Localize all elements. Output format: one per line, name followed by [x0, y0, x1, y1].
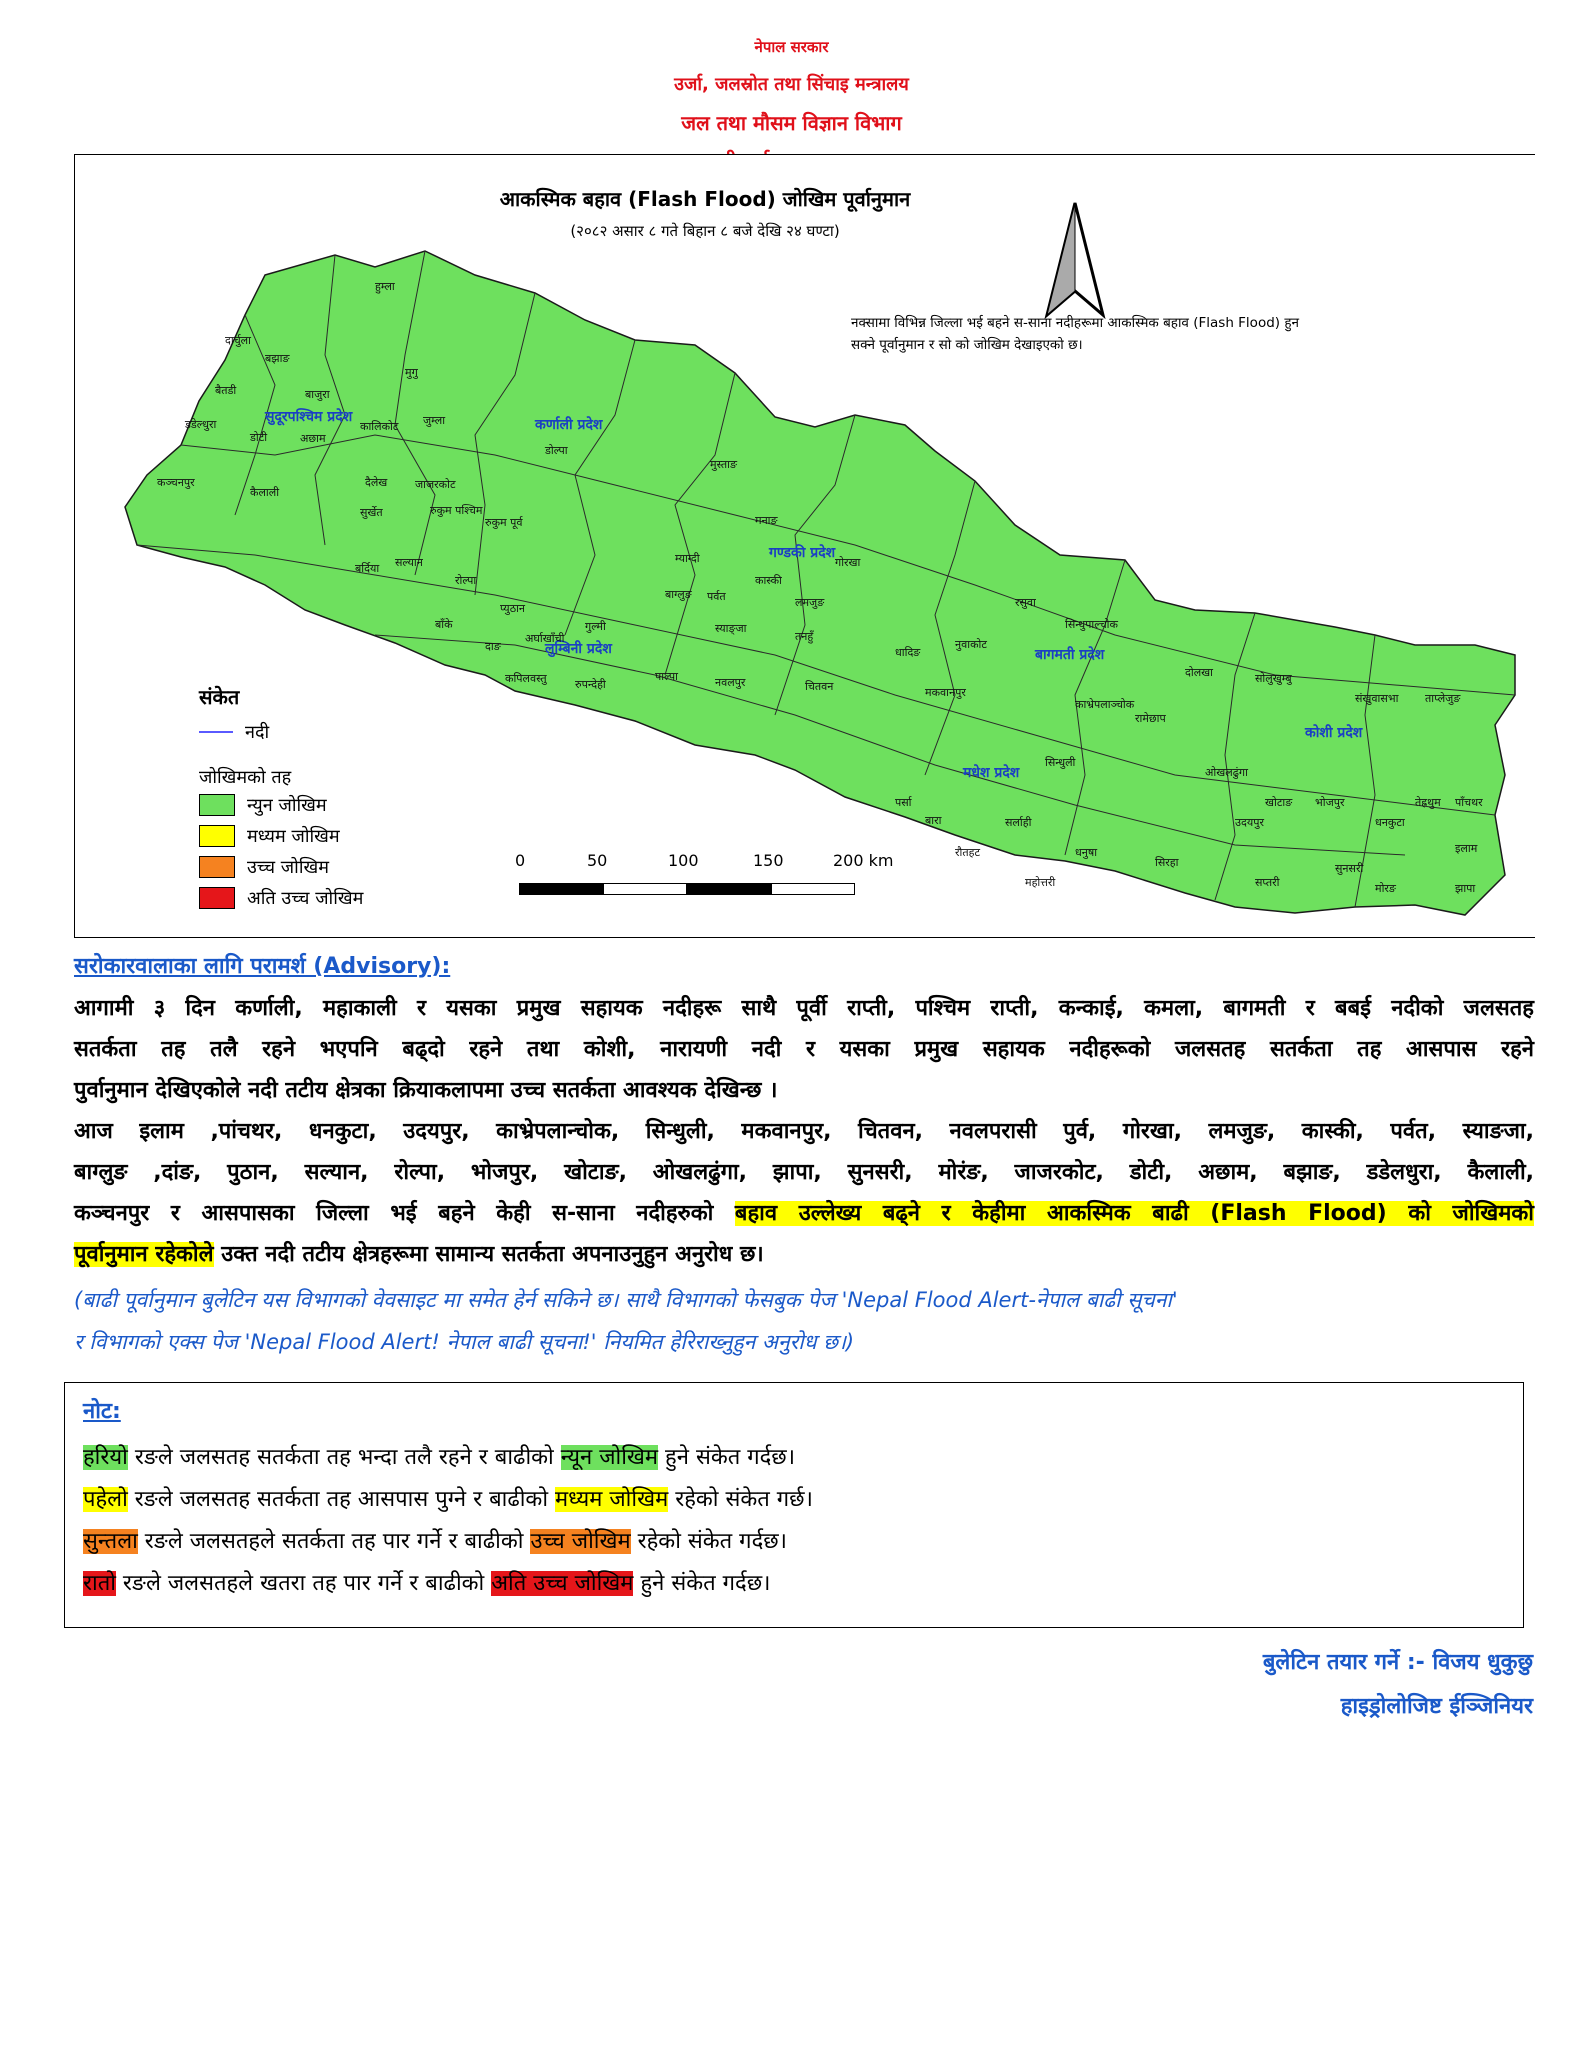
district-label: सप्तरी [1255, 876, 1280, 889]
legend-title: संकेत [199, 685, 240, 709]
district-label: खोटाङ [1265, 796, 1293, 809]
color-word: सुन्तला [83, 1529, 138, 1554]
note-box [64, 1382, 1524, 1628]
district-label: जुम्ला [423, 414, 446, 427]
district-label: बाजुरा [305, 388, 330, 401]
district-label: डोटी [250, 431, 268, 444]
note-text: रहेको संकेत गर्छ। [668, 1487, 813, 1512]
north-arrow-icon [1047, 203, 1103, 315]
legend-river-row [199, 716, 363, 747]
district-label: बारा [925, 814, 942, 827]
legend-item [199, 851, 363, 882]
district-label: सिन्धुपाल्चोक [1065, 618, 1118, 631]
advisory-line: सतर्कता तह तलै रहने भएपनि बढ्दो रहने तथा कोशी, नारायणी नदी र यसका प्रमुख सहायक नदीहरूको जलसतह सतर्कता तह आसपास रहने [74, 1037, 1534, 1062]
district-label: महोत्तरी [1025, 876, 1056, 889]
district-label: मनाङ [755, 514, 778, 527]
district-label: भोजपुर [1315, 796, 1345, 809]
district-label: बर्दिया [355, 562, 380, 575]
note-line [83, 1525, 787, 1555]
district-label: सिरहा [1155, 856, 1179, 869]
province-label: कोशी प्रदेश [1305, 725, 1363, 741]
district-label: संखुवासभा [1355, 692, 1399, 705]
advisory-highlight: पूर्वानुमान रहेकोले [74, 1242, 214, 1267]
note-text: रङले जलसतह सतर्कता तह भन्दा तलै रहने र बाढीको [127, 1445, 561, 1470]
note-title: नोट: [83, 1399, 121, 1424]
province-label: बागमती प्रदेश [1035, 647, 1105, 663]
district-label: बझाङ [265, 352, 290, 365]
district-label: प्युठान [500, 602, 526, 615]
advisory-line [74, 1234, 1534, 1275]
district-label: पाल्पा [655, 670, 678, 683]
color-word: रातो [83, 1571, 116, 1596]
district-label: सुनसरी [1335, 862, 1364, 875]
advisory-text: उक्त नदी तटीय क्षेत्रहरूमा सामान्य सतर्कता अपनाउनुहुन अनुरोध छ। [213, 1242, 764, 1267]
advisory-line: बाग्लुङ ,दांङ, पुठान, सल्यान, रोल्पा, भोजपुर, खोटाङ, ओखलढुंगा, झापा, सुनसरी, मोरंङ, जाजरकोट, डोटी, अछाम, बझाङ, डडेलधुरा, कैलाली, [74, 1160, 1534, 1185]
swatch-green-icon [199, 794, 235, 816]
district-label: बाँके [435, 618, 453, 631]
district-label: तेह्रथुम [1415, 796, 1441, 809]
district-label: पर्वत [707, 590, 726, 603]
district-label: तनहुँ [795, 630, 814, 643]
district-label: बैतडी [215, 384, 237, 397]
risk-label: न्यून जोखिम [560, 1445, 659, 1470]
district-label: गोरखा [835, 556, 861, 569]
note-line [83, 1483, 813, 1513]
district-label: कास्की [755, 574, 782, 587]
district-label: पाँचथर [1455, 796, 1483, 809]
district-label: हुम्ला [375, 280, 395, 293]
note-text: रङले जलसतह सतर्कता तह आसपास पुग्ने र बाढीको [127, 1487, 556, 1512]
header-line-2: उर्जा, जलस्रोत तथा सिंचाइ मन्त्रालय [674, 74, 909, 95]
legend-item-label: उच्च जोखिम [247, 856, 329, 878]
risk-label: उच्च जोखिम [530, 1529, 631, 1554]
district-label: लमजुङ [795, 596, 825, 609]
legend-item [199, 820, 363, 851]
header-line-3: जल तथा मौसम विज्ञान विभाग [681, 111, 902, 135]
scale-label: 200 km [833, 851, 894, 870]
river-line-icon [199, 731, 233, 733]
district-label: गुल्मी [585, 620, 606, 633]
district-label: पर्सा [895, 796, 912, 809]
district-label: दोलखा [1185, 666, 1213, 679]
district-label: रौतहट [955, 846, 981, 859]
province-label: सुदूरपश्चिम प्रदेश [265, 409, 353, 425]
district-label: रोल्पा [455, 574, 477, 587]
district-label: स्याङ्जा [715, 622, 747, 635]
map-subtitle: (२०८२ असार ८ गते बिहान ८ बजे देखि २४ घण्टा) [570, 222, 840, 240]
color-word: हरियो [83, 1445, 128, 1470]
district-label: अर्घाखाँची [525, 632, 565, 645]
district-label: दैलेख [365, 476, 388, 489]
map-frame [74, 154, 1535, 938]
district-label: नुवाकोट [955, 638, 987, 651]
scale-segment [519, 883, 603, 895]
district-label: सुर्खेत [360, 506, 383, 519]
district-label: काभ्रेपलाञ्चोक [1075, 698, 1135, 711]
district-label: अछाम [300, 432, 326, 445]
district-label: ताप्लेजुङ [1425, 692, 1461, 705]
legend-item-label: अति उच्च जोखिम [247, 887, 364, 909]
advisory-title: सरोकारवालाका लागि परामर्श (Advisory): [74, 954, 451, 979]
district-label: रुपन्देही [575, 678, 606, 691]
web-note-line: (बाढी पूर्वानुमान बुलेटिन यस विभागको वेवसाइट मा समेत हेर्न सकिने छ। साथै विभागको फेसबुक पेज 'Nepal Flood Alert-नेपाल बाढी सूचना' [74, 1288, 1178, 1312]
district-label: ओखलढुंगा [1205, 766, 1248, 779]
district-label: बाग्लुङ [665, 588, 692, 601]
district-label: म्याग्दी [675, 552, 700, 565]
province-label: मधेश प्रदेश [963, 765, 1020, 781]
risk-label: मध्यम जोखिम [555, 1487, 669, 1512]
advisory-line [74, 1193, 1534, 1234]
advisory-line: आगामी ३ दिन कर्णाली, महाकाली र यसका प्रमुख सहायक नदीहरू साथै पूर्वी राप्ती, पश्चिम राप्ती, कन्काई, कमला, बागमती र बबई नदीको जलसतह [74, 996, 1534, 1021]
district-label: सोलुखुम्बु [1255, 672, 1292, 685]
map-note: नक्सामा विभिन्न जिल्ला भई बहने स-साना नदीहरूमा आकस्मिक बहाव (Flash Flood) हुन सक्ने पूर्वानुमान र सो को जोखिम देखाइएको छ। [851, 315, 1299, 353]
province-label: लुम्बिनी प्रदेश [545, 641, 612, 657]
district-label: मोरङ [1375, 882, 1396, 895]
district-label: कञ्चनपुर [157, 476, 195, 489]
scale-segment [771, 883, 855, 895]
scale-segment [687, 883, 771, 895]
district-label: कैलाली [250, 486, 280, 499]
prepared-by-title: हाइड्रोलोजिष्ट ईञ्जिनियर [1340, 1694, 1533, 1719]
legend-river-label: नदी [245, 721, 270, 743]
district-label: धनुषा [1075, 846, 1098, 859]
note-text: रङले जलसतहले सतर्कता तह पार गर्ने र बाढीको [137, 1529, 531, 1554]
district-label: रसुवा [1015, 596, 1036, 609]
scale-label: 0 [515, 851, 526, 870]
swatch-orange-icon [199, 856, 235, 878]
note-line [83, 1441, 795, 1471]
color-word: पहेलो [83, 1487, 128, 1512]
advisory-line: पुर्वानुमान देखिएकोले नदी तटीय क्षेत्रका क्रियाकलापमा उच्च सतर्कता आवश्यक देखिन्छ । [74, 1078, 778, 1103]
web-note-line: र विभागको एक्स पेज 'Nepal Flood Alert! नेपाल बाढी सूचना!' नियमित हेरिराख्नुहुन अनुरोध छ।) [74, 1330, 855, 1354]
advisory-line: आज इलाम ,पांचथर, धनकुटा, उदयपुर, काभ्रेपलान्चोक, सिन्धुली, मकवानपुर, चितवन, नवलपरासी पुर्व, गोरखा, लमजुङ, कास्की, पर्वत, स्याङजा, [74, 1119, 1534, 1144]
district-label: डोल्पा [545, 444, 568, 457]
note-text: रङले जलसतहले खतरा तह पार गर्ने र बाढीको [115, 1571, 492, 1596]
district-label: मकवानपुर [925, 686, 966, 699]
district-label: सर्लाही [1005, 816, 1032, 829]
legend-item [199, 882, 363, 913]
swatch-yellow-icon [199, 825, 235, 847]
district-label: धनकुटा [1375, 816, 1405, 829]
district-label: चितवन [805, 680, 834, 693]
risk-label: अति उच्च जोखिम [491, 1571, 634, 1596]
legend-item-label: न्युन जोखिम [247, 794, 327, 816]
district-label: कालिकोट [360, 420, 399, 433]
district-label: रुकुम पूर्व [485, 516, 523, 529]
district-label: उदयपुर [1235, 816, 1264, 829]
scale-label: 150 [753, 851, 784, 870]
note-text: हुने संकेत गर्दछ। [633, 1571, 771, 1596]
note-line [83, 1567, 770, 1597]
district-label: सल्यान [395, 556, 423, 569]
district-label: झापा [1455, 882, 1476, 895]
prepared-by: बुलेटिन तयार गर्ने :- विजय धुकुछु [1262, 1650, 1533, 1675]
district-label: धादिङ [895, 646, 921, 659]
district-label: जाजरकोट [415, 478, 456, 491]
district-label: नवलपुर [715, 676, 746, 689]
advisory-highlight: बहाव उल्लेख्य बढ्ने र केहीमा आकस्मिक बाढी (Flash Flood) को जोखिमको [734, 1201, 1534, 1226]
swatch-red-icon [199, 887, 235, 909]
map-legend [199, 683, 363, 913]
district-label: मुस्ताङ [710, 458, 737, 471]
legend-item [199, 789, 363, 820]
district-label: सिन्धुली [1045, 756, 1076, 769]
header-line-1: नेपाल सरकार [754, 38, 829, 56]
map-title: आकस्मिक बहाव (Flash Flood) जोखिम पूर्वानुमान [499, 187, 911, 211]
district-label: इलाम [1455, 842, 1478, 855]
legend-risk-title: जोखिमको तह [199, 767, 292, 788]
district-label: रुकुम पश्चिम [430, 504, 483, 517]
district-label: कपिलवस्तु [505, 672, 547, 685]
note-text: रहेको संकेत गर्दछ। [630, 1529, 788, 1554]
district-label: रामेछाप [1135, 712, 1166, 725]
scale-segment [603, 883, 687, 895]
scale-bar [515, 851, 1015, 911]
scale-label: 50 [587, 851, 608, 870]
district-label: मुगु [405, 366, 418, 379]
legend-item-label: मध्यम जोखिम [247, 825, 340, 847]
district-label: डडेल्धुरा [185, 418, 217, 431]
district-label: दार्चुला [225, 334, 251, 347]
district-label: दाङ [485, 640, 501, 653]
province-label: कर्णाली प्रदेश [535, 417, 603, 433]
advisory-text: कञ्चनपुर र आसपासका जिल्ला भई बहने केही स-साना नदीहरुको [74, 1201, 735, 1226]
note-text: हुने संकेत गर्दछ। [658, 1445, 796, 1470]
province-label: गण्डकी प्रदेश [769, 545, 836, 561]
scale-label: 100 [668, 851, 699, 870]
